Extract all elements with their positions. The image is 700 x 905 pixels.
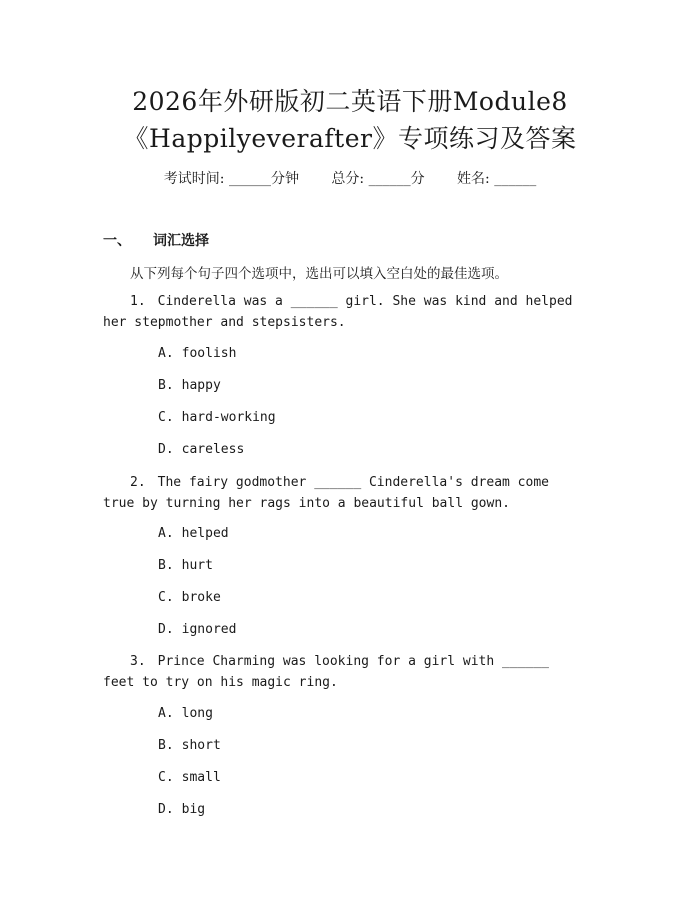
- option-letter: A.: [158, 346, 174, 361]
- question-text: The fairy godmother ______ Cinderella's dream come true by turning her rags into a beautiful ball gown.: [103, 475, 549, 511]
- option-1d: [158, 442, 244, 457]
- question-number: 1.: [130, 294, 146, 309]
- option-text: short: [181, 738, 221, 753]
- option-letter: D.: [158, 622, 174, 637]
- question-text: Prince Charming was looking for a girl with ______ feet to try on his magic ring.: [103, 654, 549, 690]
- question-1: [103, 291, 573, 333]
- option-3b: [158, 738, 221, 753]
- option-text: helped: [181, 526, 229, 541]
- student-name: 姓名: ______: [457, 171, 537, 187]
- question-2: [103, 472, 573, 514]
- question-number: 2.: [130, 475, 146, 490]
- option-letter: B.: [158, 738, 174, 753]
- question-number: 3.: [130, 654, 146, 669]
- exam-score: 总分: ______分: [331, 171, 425, 187]
- option-letter: D.: [158, 442, 174, 457]
- option-letter: A.: [158, 706, 174, 721]
- option-2d: [158, 622, 236, 637]
- question-3: [103, 651, 573, 693]
- option-3d: [158, 802, 205, 817]
- option-text: long: [181, 706, 213, 721]
- option-text: small: [181, 770, 221, 785]
- option-letter: B.: [158, 558, 174, 573]
- exam-meta: [0, 168, 700, 188]
- option-2b: [158, 558, 213, 573]
- title-line-2: 《Happilyeverafter》专项练习及答案: [123, 124, 577, 153]
- option-text: ignored: [181, 622, 237, 637]
- option-letter: C.: [158, 410, 174, 425]
- option-text: foolish: [181, 346, 237, 361]
- option-letter: C.: [158, 770, 174, 785]
- option-text: happy: [181, 378, 221, 393]
- option-2c: [158, 590, 221, 605]
- section-instruction: 从下列每个句子四个选项中，选出可以填入空白处的最佳选项。: [130, 266, 508, 282]
- option-2a: [158, 526, 229, 541]
- option-text: hard-working: [181, 410, 276, 425]
- exam-time: 考试时间: ______分钟: [163, 171, 299, 187]
- option-letter: A.: [158, 526, 174, 541]
- option-text: careless: [181, 442, 245, 457]
- option-text: hurt: [181, 558, 213, 573]
- option-text: big: [181, 802, 206, 817]
- section-number: 一、: [103, 233, 131, 249]
- option-1a: [158, 346, 236, 361]
- section-heading: [103, 230, 209, 250]
- option-letter: D.: [158, 802, 174, 817]
- option-text: broke: [181, 590, 221, 605]
- option-letter: B.: [158, 378, 174, 393]
- option-3a: [158, 706, 213, 721]
- option-letter: C.: [158, 590, 174, 605]
- section-title: 词汇选择: [153, 233, 209, 249]
- option-3c: [158, 770, 221, 785]
- option-1c: [158, 410, 276, 425]
- question-text: Cinderella was a ______ girl. She was kind and helped her stepmother and stepsisters.: [103, 294, 573, 330]
- option-1b: [158, 378, 221, 393]
- title-line-1: 2026年外研版初二英语下册Module8: [132, 87, 568, 116]
